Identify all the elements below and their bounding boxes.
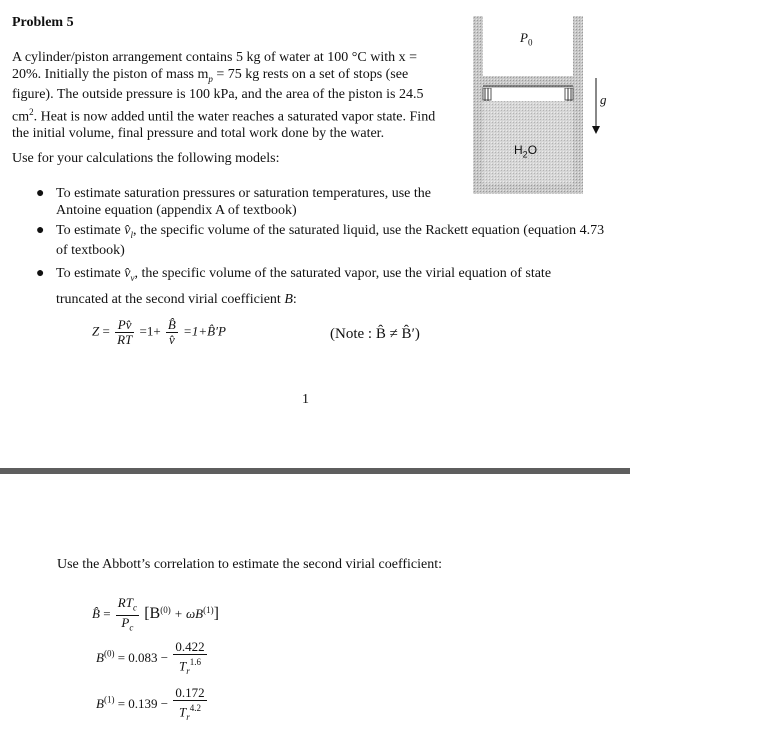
abbott-equation: B̂ = $\frac{RT_c}{P_c}$ $[B^{(0)} + \omega B^{(1)}]$: [92, 595, 219, 633]
problem-statement: [12, 50, 464, 142]
bullet-dot: ●: [36, 265, 45, 281]
b1-equation: $B^{(1)} = 0.139$ − $\frac{0.172}{T_r^{4.2}}$: [96, 685, 205, 722]
h2o-label: $H_2O$: [514, 143, 538, 160]
model-list: [34, 186, 606, 312]
bullet-rackett: ● To estimate $v̂_l$, the specific volume of the saturated liquid, use the Rackett equation (equation 4.73 of textbook): [36, 222, 605, 259]
piston-stripes: [483, 86, 573, 101]
g-label: g: [600, 92, 607, 107]
statement-line-2: 20%. Initially the piston of mass $m_p = 75$ kg rests on a set of stops (see: [12, 66, 409, 84]
statement-line-1: A cylinder/piston arrangement contains 5 kg of water at 100 °C with x =: [12, 50, 418, 65]
models-intro: Use for your calculations the following models:: [12, 151, 280, 166]
abbott-intro: Use the Abbott’s correlation to estimate the second virial coefficient:: [57, 557, 443, 572]
p0-label: $P_0$: [520, 30, 533, 48]
bullet-virial: ● To estimate $v̂_v$, the specific volume of the saturated vapor, use the virial equation of state truncated at the second virial coefficient B:: [34, 263, 606, 310]
gravity-arrow-head: [592, 126, 600, 134]
left-wall: [473, 16, 483, 194]
fraction-b1: $\frac{0.172}{T_r^{4.2}}$: [175, 685, 205, 722]
page-divider: [0, 468, 630, 474]
statement-line-5: the initial volume, final pressure and total work done by the water.: [12, 125, 385, 141]
left-stop: [483, 88, 491, 100]
virial-equation: Z = $\frac{Pv̂}{RT}$ =1+ $\frac{B̂}{v̂}$ =1+B̂′P: [92, 317, 226, 347]
bullet-dot: ●: [36, 222, 45, 238]
b0-equation: $B^{(0)} = 0.083$ − $\frac{0.422}{T_r^{1.6}}$: [96, 639, 205, 676]
piston-cylinder-diagram: [468, 8, 618, 198]
right-wall: [573, 16, 583, 194]
fraction-rtc-pc: $\frac{RT_c}{P_c}$: [117, 595, 137, 633]
note-b-not-equal: (Note : B̂ ≠ B̂′): [330, 326, 420, 342]
right-stop: [565, 88, 573, 100]
statement-line-4: $cm^2$. Heat is now added until the water reaches a saturated vapor state. Find: [12, 106, 436, 125]
bullet-dot: ●: [36, 186, 45, 201]
fraction-b-v: $\frac{B̂}{v̂}$: [167, 317, 176, 347]
fraction-b0: $\frac{0.422}{T_r^{1.6}}$: [175, 639, 205, 676]
fraction-pv-rt: $\frac{Pv̂}{RT}$: [117, 317, 133, 347]
bullet-antoine: ● To estimate saturation pressures or saturation temperatures, use the Antoine equation (appendix A of textbook): [36, 186, 431, 218]
page-number: 1: [302, 392, 309, 407]
statement-line-3: figure). The outside pressure is 100 kPa, and the area of the piston is 24.5: [12, 86, 424, 102]
piston-cylinder-figure: [468, 8, 618, 198]
problem-title: Problem 5: [12, 15, 74, 30]
